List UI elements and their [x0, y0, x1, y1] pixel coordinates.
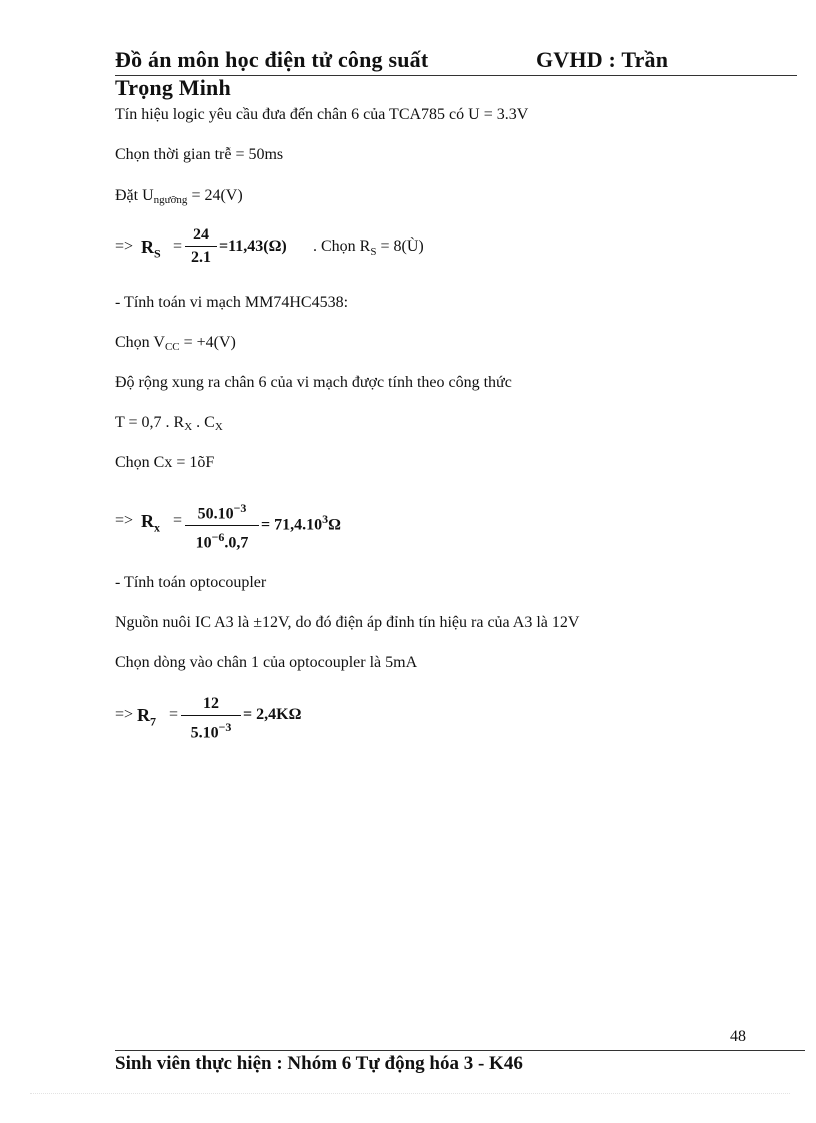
header-divider [115, 75, 797, 76]
eq-lhs-sub: x [154, 520, 160, 535]
eq-lhs-symbol: R [141, 237, 154, 257]
num-base: 50.10 [197, 505, 234, 523]
fraction-bar [185, 246, 217, 247]
eq-lhs [141, 511, 160, 536]
text-threshold-sub: ngưỡng [153, 194, 188, 206]
equation-r7 [115, 694, 415, 750]
text-threshold-post: = 24(V) [187, 187, 243, 204]
text-formula-t [115, 413, 223, 437]
eq-result: =11,43(Ω) [219, 238, 287, 255]
text-vcc-pre: Chọn V [115, 334, 165, 351]
fraction-numerator: 12 [203, 695, 219, 712]
text-threshold-pre: Đặt U [115, 187, 154, 204]
fraction-r7 [181, 694, 241, 743]
text-threshold [115, 186, 243, 210]
eq-lhs [141, 237, 161, 262]
eq-choice-post: = 8(Ù) [376, 238, 424, 255]
fraction-denominator: 2.1 [191, 249, 211, 266]
footer-divider [115, 1050, 805, 1051]
equation-rs [115, 222, 515, 274]
eq-choice [313, 238, 424, 258]
eq-result [261, 512, 341, 534]
fraction-denominator [185, 527, 259, 553]
page-number: 48 [730, 1028, 746, 1045]
text-delay-time: Chọn thời gian trễ = 50ms [115, 146, 284, 163]
text-input-current: Chọn dòng vào chân 1 của optocoupler là 5mA [115, 654, 418, 671]
den-tail: .0,7 [224, 534, 249, 552]
den-exponent: −3 [218, 720, 232, 734]
eq-lhs-sub: 7 [150, 714, 156, 729]
formula-t-pre: T = 0,7 . R [115, 414, 185, 431]
den-base: 5.10 [190, 724, 219, 742]
page-header [115, 47, 795, 100]
result-exponent: 3 [322, 512, 329, 526]
text-supply: Nguồn nuôi IC A3 là ±12V, do đó điện áp đỉnh tín hiệu ra của A3 là 12V [115, 614, 580, 631]
fraction-rs [185, 225, 217, 268]
eq-arrow: => [115, 512, 134, 529]
eq-equals: = [173, 512, 183, 529]
text-vcc-sub: CC [164, 341, 180, 353]
den-exponent: −6 [211, 530, 225, 545]
page-edge-divider [30, 1093, 790, 1094]
text-vcc [115, 333, 236, 357]
eq-choice-sub: S [370, 246, 377, 259]
fraction-bar [185, 525, 259, 526]
supervisor-label: GVHD : Trần [536, 47, 669, 72]
eq-arrow: => [115, 706, 134, 723]
text-cx: Chọn Cx = 1õF [115, 454, 215, 471]
formula-t-mid: . C [192, 414, 215, 431]
num-exponent: −3 [233, 501, 247, 515]
supervisor-name: Trọng Minh [115, 75, 231, 100]
document-title: Đồ án môn học điện tử công suất [115, 47, 429, 72]
heading-mm74hc4538: - Tính toán vi mạch MM74HC4538: [115, 294, 349, 311]
footer-text: Sinh viên thực hiện : Nhóm 6 Tự động hóa 3 - K46 [115, 1053, 523, 1074]
fraction-denominator [181, 717, 241, 743]
eq-result: = 2,4KΩ [243, 706, 302, 723]
fraction-numerator [185, 498, 259, 524]
text-logic-signal: Tín hiệu logic yêu cầu đưa đến chân 6 của TCA785 có U = 3.3V [115, 106, 529, 123]
fraction-bar [181, 715, 241, 716]
eq-equals: = [173, 238, 183, 255]
equation-rx [115, 494, 515, 550]
heading-optocoupler: - Tính toán optocoupler [115, 574, 267, 591]
result-unit: Ω [328, 516, 341, 534]
eq-arrow: => [115, 238, 134, 255]
eq-lhs-symbol: R [137, 705, 150, 725]
text-pulse-width: Độ rộng xung ra chân 6 của vi mạch được tính theo công thức [115, 374, 512, 391]
den-base: 10 [195, 534, 212, 552]
formula-t-sub1: X [184, 421, 193, 433]
result-base: = 71,4.10 [261, 516, 323, 534]
eq-lhs [137, 705, 156, 730]
eq-equals: = [169, 706, 179, 723]
eq-choice-pre: . Chọn R [313, 238, 371, 255]
formula-t-sub2: X [214, 421, 223, 433]
text-vcc-post: = +4(V) [179, 334, 236, 351]
fraction-rx [185, 498, 259, 554]
eq-lhs-symbol: R [141, 511, 154, 531]
fraction-numerator: 24 [193, 226, 209, 243]
eq-lhs-sub: S [154, 246, 161, 261]
